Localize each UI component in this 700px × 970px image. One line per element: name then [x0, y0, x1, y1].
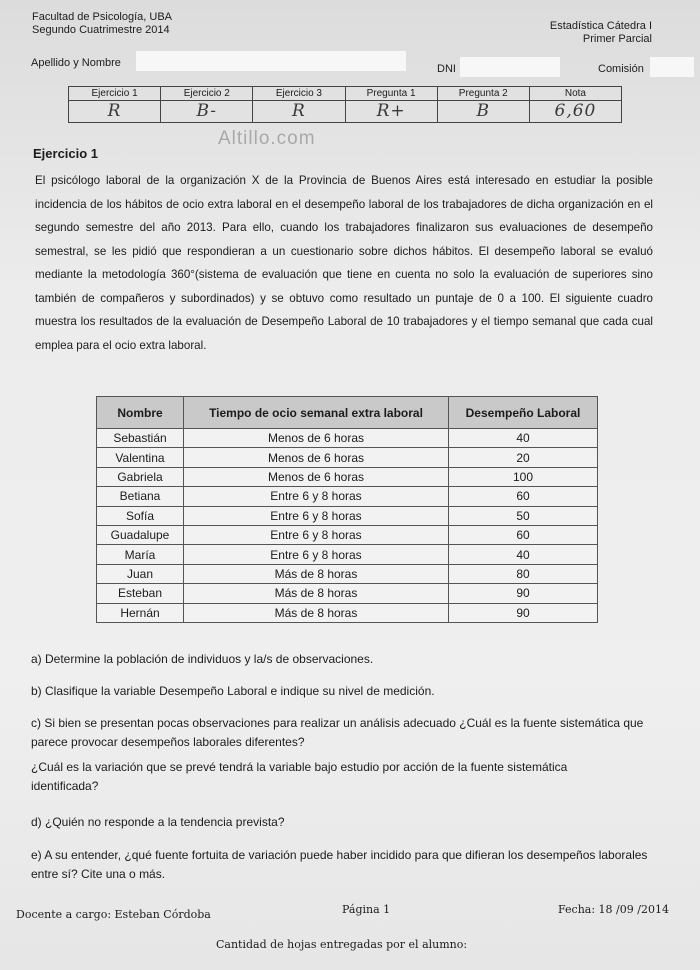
grade-header: Nota: [530, 87, 621, 101]
table-row: [97, 448, 598, 467]
table-cell: Entre 6 y 8 horas: [184, 545, 449, 564]
table-cell: Entre 6 y 8 horas: [184, 487, 449, 506]
table-row: [97, 429, 598, 448]
table-cell: Esteban: [97, 584, 184, 603]
table-cell: 100: [449, 467, 598, 486]
table-cell: 40: [449, 429, 598, 448]
page-number: Página 1: [342, 903, 391, 916]
question-d: d) ¿Quién no responde a la tendencia prevista?: [31, 815, 285, 829]
column-header: Nombre: [97, 397, 184, 429]
table-cell: 90: [449, 584, 598, 603]
exam-name: Primer Parcial: [582, 33, 652, 45]
grade-cell: [530, 87, 621, 122]
table-cell: Sofía: [97, 506, 184, 525]
table-row: [97, 525, 598, 544]
table-row: [97, 467, 598, 486]
grade-cell: [438, 87, 530, 122]
grade-cell: [253, 87, 345, 122]
table-row: [97, 487, 598, 506]
table-cell: Juan: [97, 564, 184, 583]
grade-header: Ejercicio 3: [253, 87, 344, 101]
table-cell: Más de 8 horas: [184, 564, 449, 583]
grade-value: R: [107, 101, 122, 121]
table-cell: Gabriela: [97, 467, 184, 486]
dni-label: DNI: [437, 63, 456, 75]
grade-header: Ejercicio 1: [69, 87, 160, 101]
table-header-row: [97, 397, 598, 429]
table-cell: Guadalupe: [97, 525, 184, 544]
grade-header: Pregunta 1: [346, 87, 437, 101]
faculty-name: Facultad de Psicología, UBA: [32, 11, 173, 23]
table-cell: Menos de 6 horas: [184, 467, 449, 486]
grade-cell: [69, 87, 161, 122]
term-label: Segundo Cuatrimestre 2014: [32, 24, 170, 36]
table-cell: 60: [449, 525, 598, 544]
table-cell: 80: [449, 564, 598, 583]
table-row: [97, 584, 598, 603]
table-cell: Entre 6 y 8 horas: [184, 506, 449, 525]
table-row: [97, 564, 598, 583]
column-header: Tiempo de ocio semanal extra laboral: [184, 397, 449, 429]
table-cell: Más de 8 horas: [184, 584, 449, 603]
exercise-text: El psicólogo laboral de la organización X de la Provincia de Buenos Aires está interesado en estudiar la posible incidencia de los hábitos de ocio extra laboral en el desempeño laboral de los trabajadores de dicha organización en el segundo semestre del año 2013. Para ello, cuando los trabajadores finalizaron sus evaluaciones de desempeño semestral, se les pidió que respondieran a un cuestionario sobre dichos hábitos. El desempeño laboral se evaluó mediante la metodología 360°(sistema de evaluación que tiene en cuenta no solo la evaluación de superiores sino también de compañeros y subordinados) y se obtuvo como resultado un puntaje de 0 a 100. El siguiente cuadro muestra los resultados de la evaluación de Desempeño Laboral de 10 trabajadores y el tiempo semanal que cada cual emplea para el ocio extra laboral.: [35, 174, 653, 352]
table-cell: Más de 8 horas: [184, 603, 449, 622]
grade-header: Pregunta 2: [438, 87, 529, 101]
table-cell: María: [97, 545, 184, 564]
table-cell: Menos de 6 horas: [184, 448, 449, 467]
table-cell: 50: [449, 506, 598, 525]
column-header: Desempeño Laboral: [449, 397, 598, 429]
table-cell: 60: [449, 487, 598, 506]
table-cell: Valentina: [97, 448, 184, 467]
grade-value: B: [476, 101, 491, 121]
table-cell: Hernán: [97, 603, 184, 622]
table-cell: Menos de 6 horas: [184, 429, 449, 448]
table-row: [97, 545, 598, 564]
teacher-label: Docente a cargo: Esteban Córdoba: [16, 908, 211, 921]
question-e: e) A su entender, ¿qué fuente fortuita de variación puede haber incidido para que difieran los desempeños laborales entre sí? Cite una o más.: [31, 848, 648, 881]
dni-field[interactable]: [460, 57, 560, 77]
table-cell: Entre 6 y 8 horas: [184, 525, 449, 544]
table-row: [97, 506, 598, 525]
table-row: [97, 603, 598, 622]
name-field[interactable]: [136, 51, 406, 71]
grade-value: R+: [376, 101, 406, 121]
exercise-title: Ejercicio 1: [33, 146, 99, 161]
question-b: b) Clasifique la variable Desempeño Laboral e indique su nivel de medición.: [31, 684, 435, 698]
table-cell: 90: [449, 603, 598, 622]
commission-label: Comisión: [598, 63, 644, 75]
header-left: [32, 11, 172, 37]
grade-value: 6,60: [554, 101, 597, 121]
data-table: [96, 396, 598, 623]
commission-field[interactable]: [650, 57, 694, 77]
grade-value: B-: [196, 101, 218, 121]
question-c1: c) Si bien se presentan pocas observaciones para realizar un análisis adecuado ¿Cuál es la fuente sistemática que parece provocar desempeños laborales diferentes?: [31, 716, 644, 749]
question-c2: ¿Cuál es la variación que se prevé tendrá la variable bajo estudio por acción de la fuente sistemática identificada?: [31, 760, 568, 793]
exam-date: Fecha: 18 /09 /2014: [558, 903, 669, 916]
grade-value: R: [292, 101, 306, 121]
header-right: [550, 20, 652, 46]
table-cell: 20: [449, 448, 598, 467]
grade-cell: [346, 87, 438, 122]
watermark: Altillo.com: [218, 128, 316, 149]
grade-header: Ejercicio 2: [161, 87, 252, 101]
sheets-count-label: Cantidad de hojas entregadas por el alumno:: [216, 938, 468, 951]
course-name: Estadística Cátedra I: [549, 20, 652, 32]
grades-table: [68, 86, 622, 123]
table-cell: 40: [449, 545, 598, 564]
grade-cell: [161, 87, 253, 122]
question-a: a) Determine la población de individuos y la/s de observaciones.: [31, 652, 374, 666]
name-label: Apellido y Nombre: [31, 57, 121, 69]
table-cell: Betiana: [97, 487, 184, 506]
table-cell: Sebastián: [97, 429, 184, 448]
